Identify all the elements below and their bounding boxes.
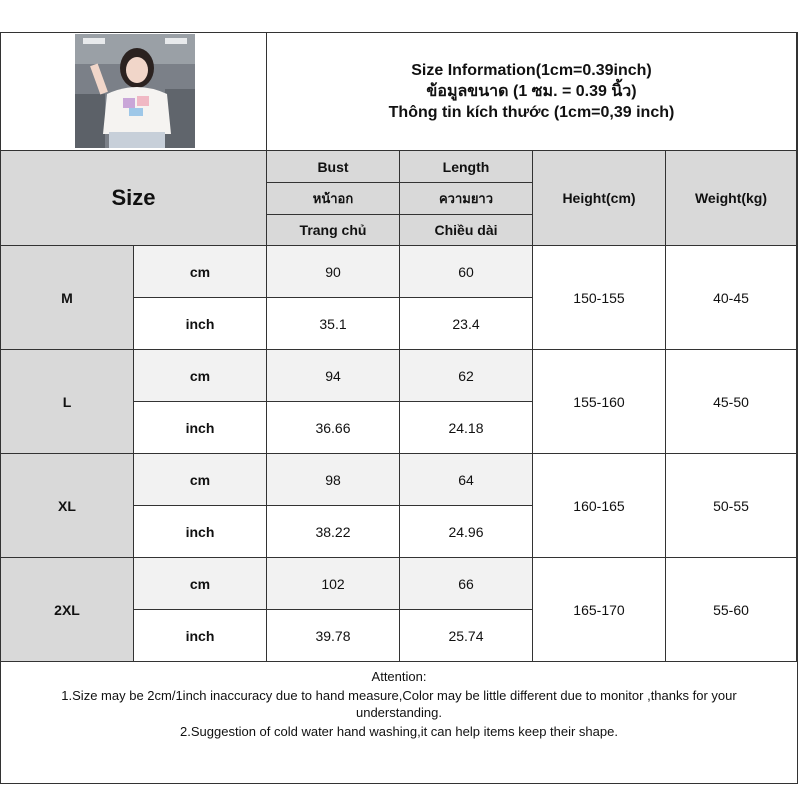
note-line-2: 2.Suggestion of cold water hand washing,it can help items keep their shape. (180, 724, 618, 739)
bust-cm-2xl: 102 (267, 558, 400, 610)
unit-cm-2xl: cm (134, 558, 267, 610)
unit-cm-m: cm (134, 246, 267, 298)
length-header-vi: Chiều dài (400, 215, 533, 246)
size-label-l: L (1, 350, 134, 454)
length-inch-2xl: 25.74 (400, 610, 533, 662)
bust-cm-l: 94 (267, 350, 400, 402)
title-th: ข้อมูลขนาด (1 ซม. = 0.39 นิ้ว) (426, 83, 637, 100)
bust-header-th: หน้าอก (267, 183, 400, 215)
unit-inch-m: inch (134, 298, 267, 350)
weight-m: 40-45 (666, 246, 797, 350)
weight-header: Weight(kg) (666, 151, 797, 246)
bust-header-vi: Trang chủ (267, 215, 400, 246)
bust-inch-2xl: 39.78 (267, 610, 400, 662)
length-inch-l: 24.18 (400, 402, 533, 454)
size-label-xl: XL (1, 454, 134, 558)
attention-notes (1, 662, 797, 783)
size-header: Size (1, 151, 267, 246)
length-inch-xl: 24.96 (400, 506, 533, 558)
model-photo-illustration (75, 34, 195, 148)
title-en: Size Information(1cm=0.39inch) (411, 62, 652, 79)
height-2xl: 165-170 (533, 558, 666, 662)
size-chart-sheet (0, 32, 798, 784)
bust-inch-xl: 38.22 (267, 506, 400, 558)
note-line-1: 1.Size may be 2cm/1inch inaccuracy due to hand measure,Color may be little different due to monitor ,thanks for your understanding. (61, 688, 737, 720)
bust-cm-xl: 98 (267, 454, 400, 506)
size-label-2xl: 2XL (1, 558, 134, 662)
length-cm-2xl: 66 (400, 558, 533, 610)
length-cm-l: 62 (400, 350, 533, 402)
height-l: 155-160 (533, 350, 666, 454)
weight-xl: 50-55 (666, 454, 797, 558)
height-xl: 160-165 (533, 454, 666, 558)
weight-l: 45-50 (666, 350, 797, 454)
length-header-th: ความยาว (400, 183, 533, 215)
height-m: 150-155 (533, 246, 666, 350)
weight-2xl: 55-60 (666, 558, 797, 662)
photo-cell (1, 33, 267, 151)
size-info-header (267, 33, 797, 151)
bust-cm-m: 90 (267, 246, 400, 298)
height-header: Height(cm) (533, 151, 666, 246)
unit-cm-xl: cm (134, 454, 267, 506)
length-inch-m: 23.4 (400, 298, 533, 350)
unit-inch-l: inch (134, 402, 267, 454)
product-photo (75, 34, 195, 148)
unit-cm-l: cm (134, 350, 267, 402)
bust-inch-l: 36.66 (267, 402, 400, 454)
bust-header-en: Bust (267, 151, 400, 183)
size-label-m: M (1, 246, 134, 350)
attention-label: Attention: (371, 669, 427, 684)
unit-inch-2xl: inch (134, 610, 267, 662)
bust-inch-m: 35.1 (267, 298, 400, 350)
title-vi: Thông tin kích thước (1cm=0,39 inch) (388, 104, 675, 121)
length-header-en: Length (400, 151, 533, 183)
length-cm-xl: 64 (400, 454, 533, 506)
length-cm-m: 60 (400, 246, 533, 298)
unit-inch-xl: inch (134, 506, 267, 558)
